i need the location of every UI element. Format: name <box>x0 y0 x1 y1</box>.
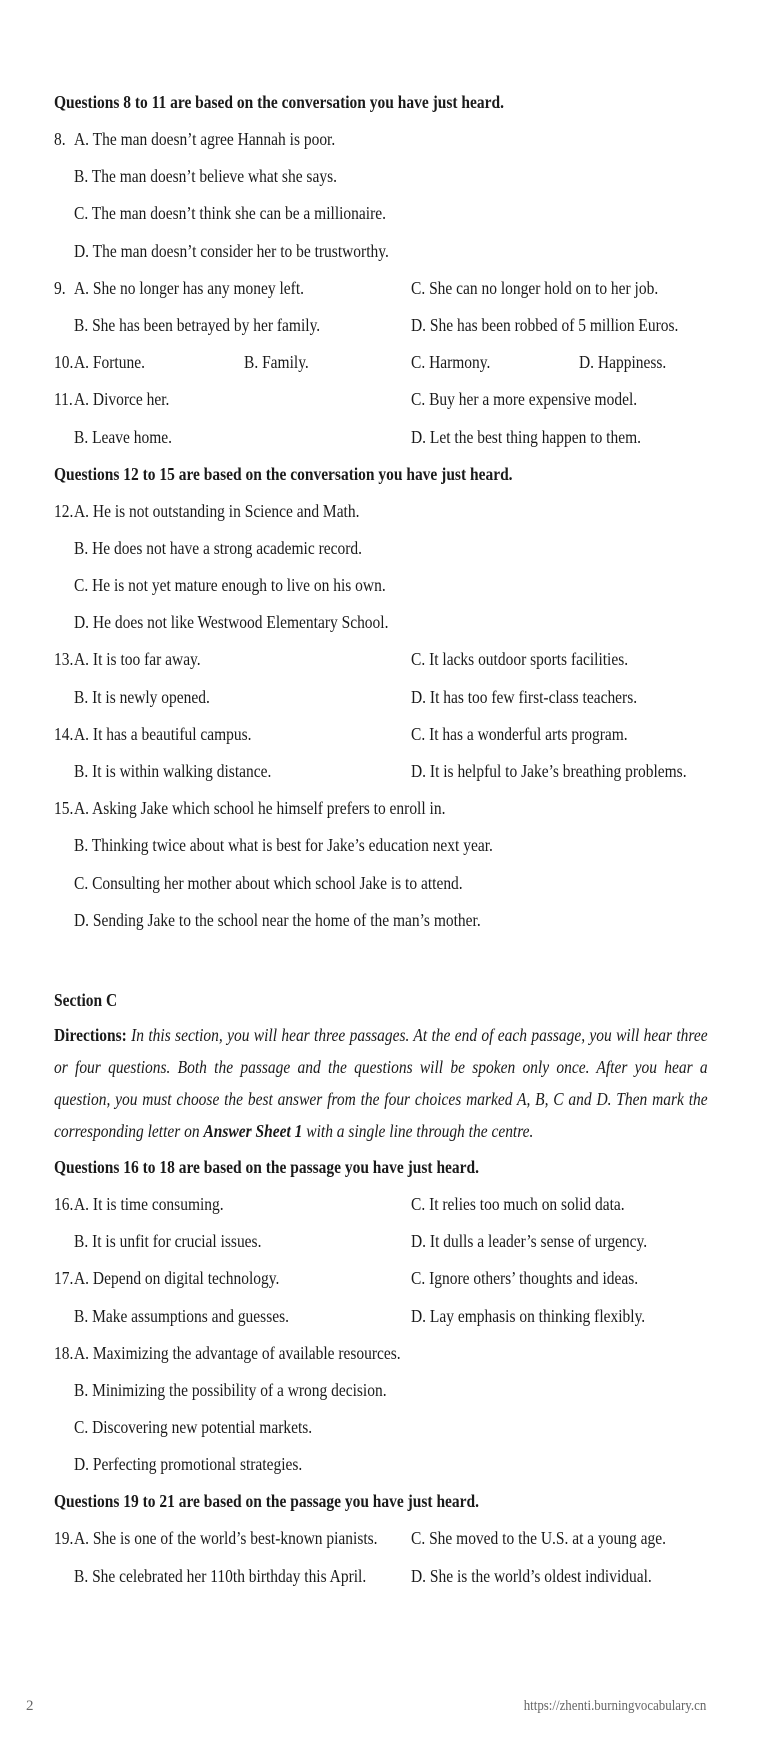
question-line <box>54 1372 706 1409</box>
question-number: 18. <box>54 1342 74 1363</box>
option-text: A. The man doesn’t agree Hannah is poor. <box>74 129 336 149</box>
option-text: D. Let the best thing happen to them. <box>411 426 642 447</box>
question-line <box>54 716 706 753</box>
question-group-12-15 <box>54 456 706 939</box>
question-line <box>54 381 706 418</box>
question-line <box>54 419 706 456</box>
option-text: B. It is unfit for crucial issues. <box>74 1231 262 1252</box>
question-line <box>54 121 706 158</box>
section-directions <box>54 1019 708 1149</box>
question-number: 13. <box>54 649 74 670</box>
option-text: B. Family. <box>244 352 309 373</box>
group-header: Questions 12 to 15 are based on the conversation you have just heard. <box>54 463 513 484</box>
question-number: 12. <box>54 500 74 521</box>
answer-sheet-ref: Answer Sheet 1 <box>203 1120 303 1141</box>
question-line <box>54 307 706 344</box>
option-text: A. Fortune. <box>74 352 145 373</box>
question-line <box>54 790 706 827</box>
question-line <box>54 604 706 641</box>
question-group-8-11 <box>54 84 706 456</box>
question-line <box>54 679 706 716</box>
option-text: B. Leave home. <box>74 426 173 447</box>
option-text: B. Thinking twice about what is best for Jake’s education next year. <box>74 835 493 856</box>
section-title: Section C <box>54 989 118 1010</box>
option-text: C. She can no longer hold on to her job. <box>411 277 659 298</box>
option-text: C. She moved to the U.S. at a young age. <box>411 1528 666 1549</box>
question-number: 11. <box>54 389 73 410</box>
option-text: C. Ignore others’ thoughts and ideas. <box>411 1268 639 1289</box>
option-text: A. Depend on digital technology. <box>74 1268 280 1289</box>
question-line <box>54 1558 706 1595</box>
question-line <box>54 1409 706 1446</box>
option-text: C. It lacks outdoor sports facilities. <box>411 649 629 670</box>
option-text: B. She has been betrayed by her family. <box>74 314 321 335</box>
section-c <box>54 982 706 1149</box>
option-text: C. Harmony. <box>411 352 491 373</box>
question-line <box>54 1335 706 1372</box>
directions-tail: with a single line through the centre. <box>302 1120 534 1141</box>
question-line <box>54 344 706 381</box>
option-text: C. Buy her a more expensive model. <box>411 389 638 410</box>
question-number: 10. <box>54 352 74 373</box>
option-text: B. It is within walking distance. <box>74 761 272 781</box>
option-text: C. It relies too much on solid data. <box>411 1193 625 1214</box>
page-content <box>54 84 706 1595</box>
option-text: A. Asking Jake which school he himself prefers to enroll in. <box>74 798 446 819</box>
option-text: A. He is not outstanding in Science and Math. <box>74 500 360 521</box>
option-text: D. Sending Jake to the school near the home of the man’s mother. <box>74 909 481 930</box>
option-text: D. The man doesn’t consider her to be trustworthy. <box>74 240 389 261</box>
question-line <box>54 233 706 270</box>
option-text: D. Perfecting promotional strategies. <box>74 1454 303 1475</box>
option-text: B. She celebrated her 110th birthday this April. <box>74 1565 367 1586</box>
question-line <box>54 1260 706 1297</box>
option-text: B. He does not have a strong academic record. <box>74 537 362 558</box>
question-number: 9. <box>54 277 66 298</box>
option-text: A. She is one of the world’s best-known pianists. <box>74 1528 378 1549</box>
question-line <box>54 1298 706 1335</box>
question-number: 19. <box>54 1528 74 1549</box>
question-line <box>54 865 706 902</box>
question-line <box>54 567 706 604</box>
option-text: A. It is time consuming. <box>74 1193 224 1214</box>
question-line <box>54 902 706 939</box>
option-text: C. Discovering new potential markets. <box>74 1417 313 1438</box>
question-line <box>54 1520 706 1557</box>
directions-text: In this section, you will hear three passages. At the end of each passage, you will hear three or four questions. Both the passage and the questions will be spoken only once. After you hear a question, you must choose the best answer from the four choices marked A, B, C and D. Then mark the corresponding letter on <box>54 1024 708 1141</box>
question-line <box>54 641 706 678</box>
group-header: Questions 8 to 11 are based on the conversation you have just heard. <box>54 92 504 112</box>
question-number: 17. <box>54 1268 74 1289</box>
option-text: D. It is helpful to Jake’s breathing problems. <box>411 761 687 781</box>
option-text: B. Make assumptions and guesses. <box>74 1305 289 1326</box>
option-text: A. Divorce her. <box>74 389 170 410</box>
option-text: D. She is the world’s oldest individual. <box>411 1565 652 1586</box>
question-number: 16. <box>54 1193 74 1214</box>
option-text: D. Lay emphasis on thinking flexibly. <box>411 1305 646 1326</box>
page-number: 2 <box>26 1698 34 1714</box>
question-number: 14. <box>54 723 74 744</box>
question-group-16-18 <box>54 1149 706 1484</box>
option-text: B. It is newly opened. <box>74 686 210 707</box>
option-text: A. Maximizing the advantage of available resources. <box>74 1342 401 1363</box>
option-text: D. He does not like Westwood Elementary School. <box>74 612 389 633</box>
question-line <box>54 1223 706 1260</box>
group-header: Questions 16 to 18 are based on the passage you have just heard. <box>54 1156 480 1177</box>
question-line <box>54 530 706 567</box>
option-text: D. Happiness. <box>579 352 667 373</box>
directions-label: Directions: <box>54 1024 127 1045</box>
question-line <box>54 158 706 195</box>
option-text: A. She no longer has any money left. <box>74 277 305 298</box>
option-text: B. The man doesn’t believe what she says. <box>74 166 337 187</box>
question-line <box>54 827 706 864</box>
option-text: D. It has too few first-class teachers. <box>411 686 638 707</box>
option-text: D. She has been robbed of 5 million Euros. <box>411 314 679 335</box>
question-line <box>54 195 706 232</box>
option-text: A. It has a beautiful campus. <box>74 723 252 744</box>
question-line <box>54 1186 706 1223</box>
question-number: 8. <box>54 129 66 149</box>
option-text: C. Consulting her mother about which school Jake is to attend. <box>74 872 463 893</box>
question-line <box>54 270 706 307</box>
group-header: Questions 19 to 21 are based on the passage you have just heard. <box>54 1491 480 1512</box>
question-number: 15. <box>54 798 74 819</box>
question-line <box>54 753 706 790</box>
option-text: C. It has a wonderful arts program. <box>411 723 628 744</box>
option-text: B. Minimizing the possibility of a wrong decision. <box>74 1379 387 1400</box>
option-text: A. It is too far away. <box>74 649 201 670</box>
option-text: C. The man doesn’t think she can be a millionaire. <box>74 203 386 224</box>
question-line <box>54 493 706 530</box>
question-line <box>54 1446 706 1483</box>
option-text: C. He is not yet mature enough to live on his own. <box>74 575 386 596</box>
option-text: D. It dulls a leader’s sense of urgency. <box>411 1231 648 1252</box>
question-group-19-21 <box>54 1483 706 1594</box>
footer-url: https://zhenti.burningvocabulary.cn <box>523 1698 706 1714</box>
